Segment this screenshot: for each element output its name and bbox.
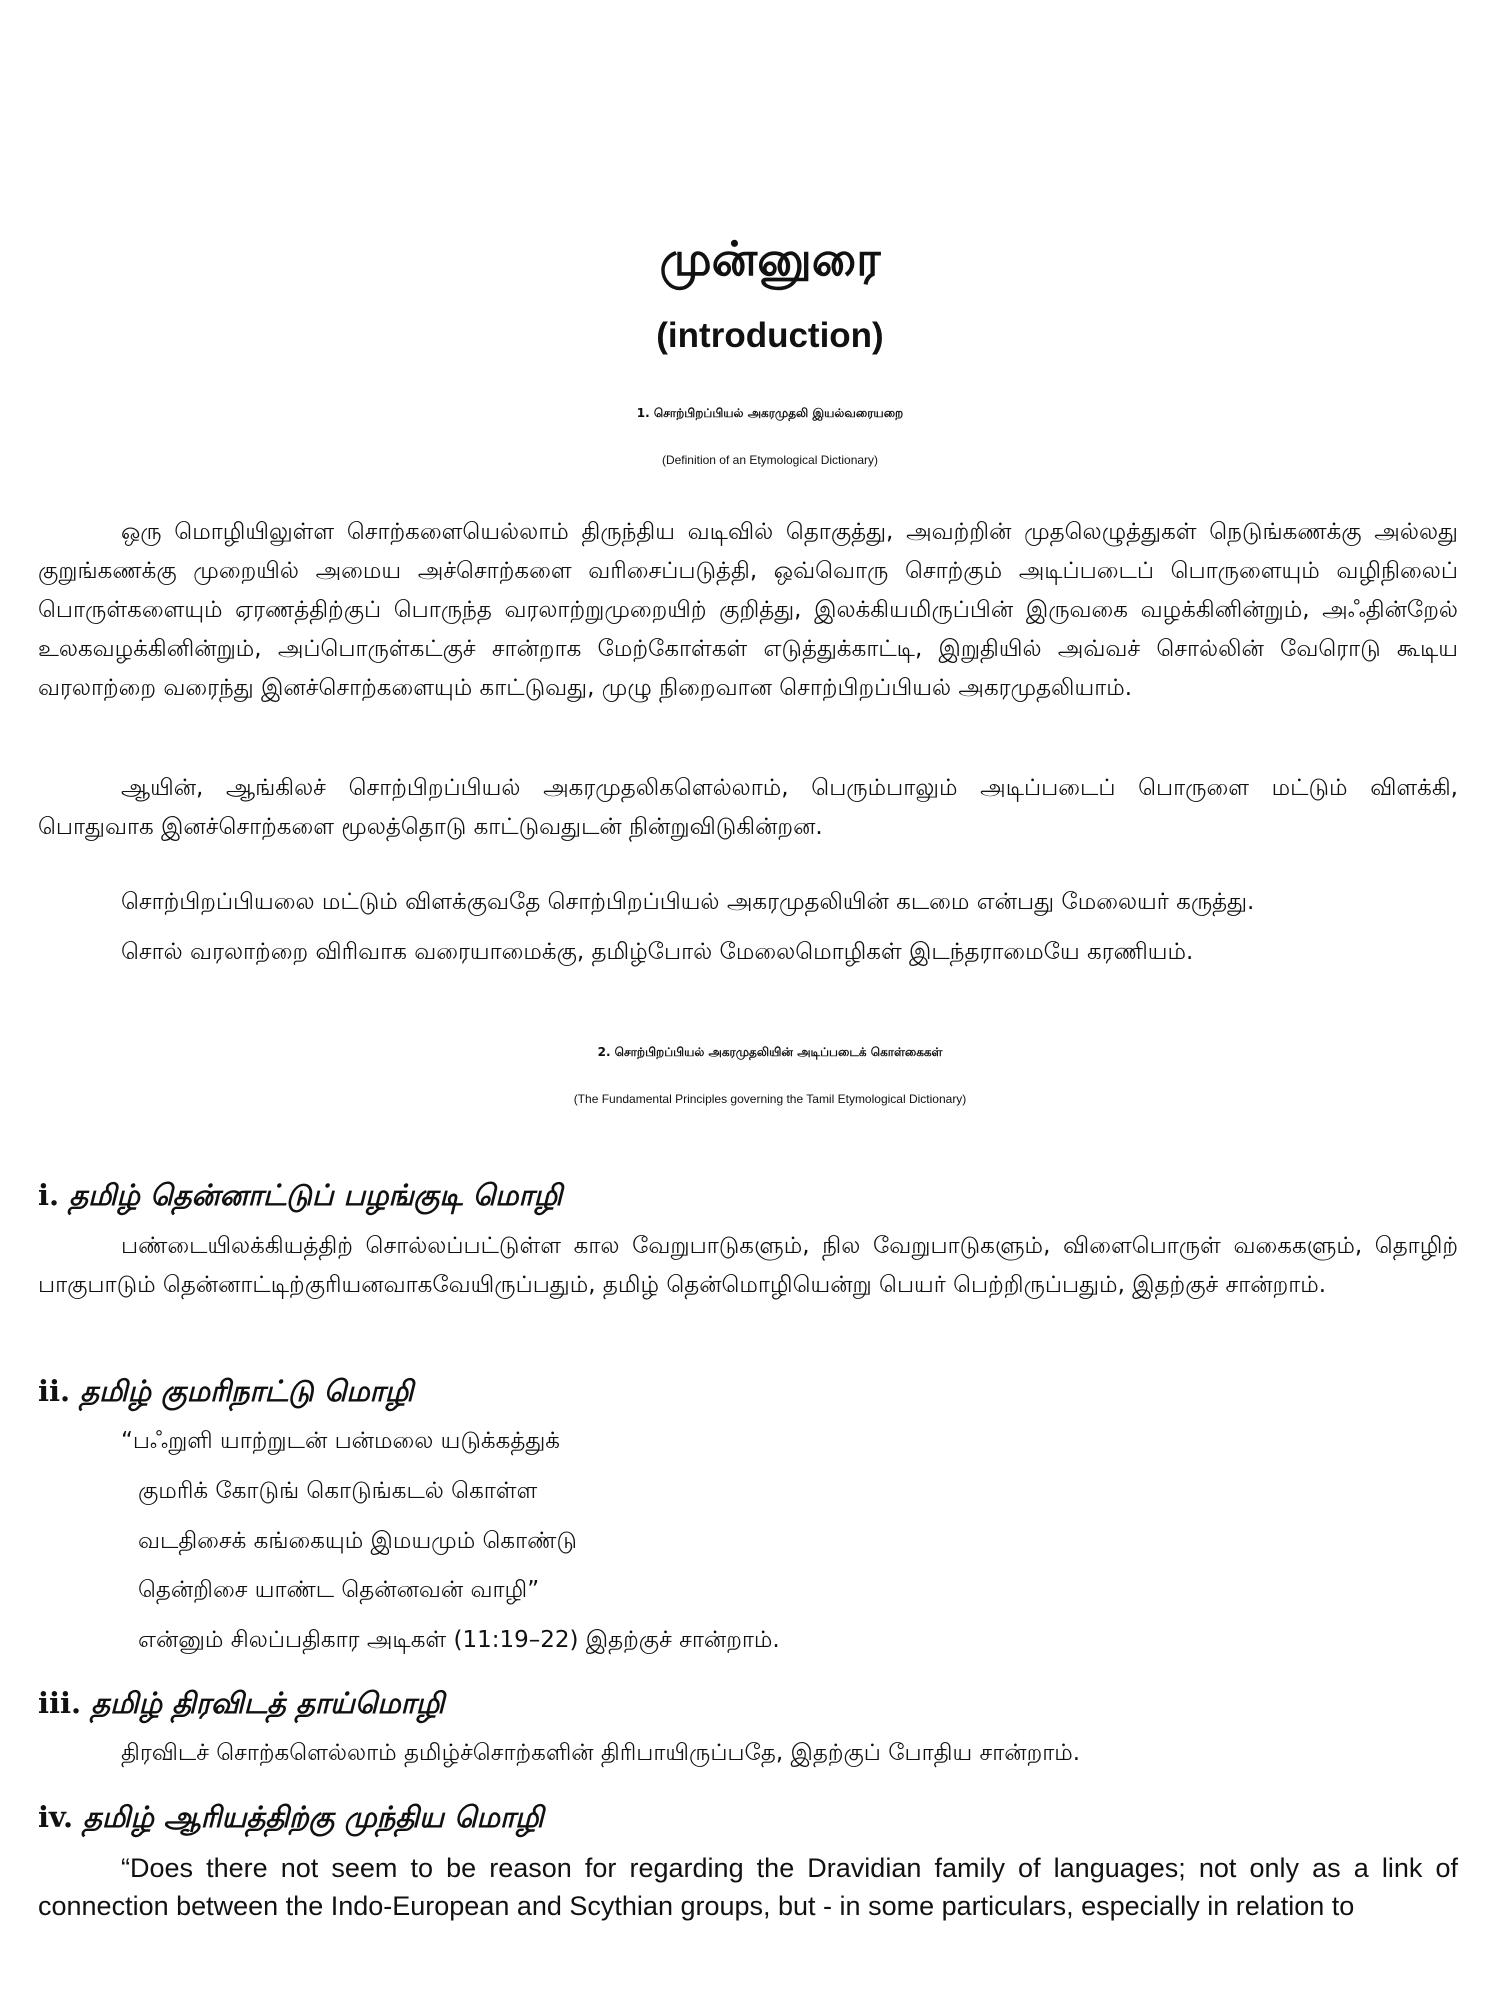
principle-3-heading [38,1686,444,1724]
section-2-heading: 2. சொற்பிறப்பியல் அகரமுதலியின் அடிப்படைக் கொள்கைகள் [597,1045,943,1059]
section-1-heading: 1. சொற்பிறப்பியல் அகரமுதலி இயல்வரையறை [636,406,904,420]
principle-1-number: i. [38,1178,60,1212]
verse-line-4: தென்றிசை யாண்ட தென்னவன் வாழி” [138,1577,540,1603]
principle-2-title: தமிழ் குமரிநாட்டு மொழி [80,1374,414,1408]
principle-3-title: தமிழ் திரவிடத் தாய்மொழி [91,1686,445,1720]
verse-citation: என்னும் சிலப்பதிகார அடிகள் (11:19–22) இதற்குச் சான்றாம். [138,1627,780,1653]
principle-4-text: “Does there not seem to be reason for regarding the Dravidian family of languages; not only as a link of connection between the Indo-European and Scythian groups, but - in some particulars, especially in relation to [38,1853,1458,1921]
principle-3-number: iii. [38,1686,82,1720]
principle-1-text: பண்டையிலக்கியத்திற் சொல்லப்பட்டுள்ள கால வேறுபாடுகளும், நில வேறுபாடுகளும், விளைபொருள் வகைகளும், தொழிற் பாகுபாடும் தென்னாட்டிற்குரியனவாகவேயிருப்பதும், தமிழ் தென்மொழியென்று பெயர் பெற்றிருப்பதும், இதற்குச் சான்றாம். [38,1233,1458,1298]
principle-4-number: iv. [38,1800,74,1834]
verse-line-1: “பஃறுளி யாற்றுடன் பன்மலை யடுக்கத்துக் [121,1428,560,1454]
principle-1-heading [38,1178,562,1216]
section-1-paragraph-3: சொற்பிறப்பியலை மட்டும் விளக்குவதே சொற்பிறப்பியல் அகரமுதலியின் கடமை என்பது மேலையர் கருத்து. [121,889,1255,915]
principle-2-heading [38,1374,413,1412]
page-title: முன்னுரை [659,232,881,287]
section-2-subheading: (The Fundamental Principles governing the Tamil Etymological Dictionary) [573,1092,967,1106]
section-1-paragraph-4: சொல் வரலாற்றை விரிவாக வரையாமைக்கு, தமிழ்போல் மேலைமொழிகள் இடந்தராமையே கரணியம். [121,939,1194,965]
page-subtitle: (introduction) [656,316,884,355]
verse-line-2: குமரிக் கோடுங் கொடுங்கடல் கொள்ள [138,1478,538,1504]
principle-4-heading [38,1800,544,1838]
principle-1-title: தமிழ் தென்னாட்டுப் பழங்குடி மொழி [69,1178,563,1212]
principle-3-text: திரவிடச் சொற்களெல்லாம் தமிழ்ச்சொற்களின் திரிபாயிருப்பதே, இதற்குப் போதிய சான்றாம். [121,1740,1081,1766]
principle-4-title: தமிழ் ஆரியத்திற்கு முந்திய மொழி [83,1800,544,1834]
verse-line-3: வடதிசைக் கங்கையும் இமயமும் கொண்டு [138,1528,577,1554]
section-1-paragraph-1: ஒரு மொழியிலுள்ள சொற்களையெல்லாம் திருந்திய வடிவில் தொகுத்து, அவற்றின் முதலெழுத்துகள் நெடுங்கணக்கு அல்லது குறுங்கணக்கு முறையில் அமைய அச்சொற்களை வரிசைப்படுத்தி, ஒவ்வொரு சொற்கும் அடிப்படைப் பொருளையும் வழிநிலைப் பொருள்களையும் ஏரணத்திற்குப் பொருந்த வரலாற்றுமுறையிற் குறித்து, இலக்கியமிருப்பின் இருவகை வழக்கினின்றும், அஃதின்றேல் உலகவழக்கினின்றும், அப்பொருள்கட்குச் சான்றாக மேற்கோள்கள் எடுத்துக்காட்டி, இறுதியில் அவ்வச் சொல்லின் வேரொடு கூடிய வரலாற்றை வரைந்து இனச்சொற்களையும் காட்டுவது, முழு நிறைவான சொற்பிறப்பியல் அகரமுதலியாம். [38,519,1458,701]
section-1-paragraph-2: ஆயின், ஆங்கிலச் சொற்பிறப்பியல் அகரமுதலிகளெல்லாம், பெரும்பாலும் அடிப்படைப் பொருளை மட்டும் விளக்கி, பொதுவாக இனச்சொற்களை மூலத்தொடு காட்டுவதுடன் நின்றுவிடுகின்றன. [38,775,1458,840]
principle-2-number: ii. [38,1374,71,1408]
section-1-subheading: (Definition of an Etymological Dictionary) [661,453,879,467]
